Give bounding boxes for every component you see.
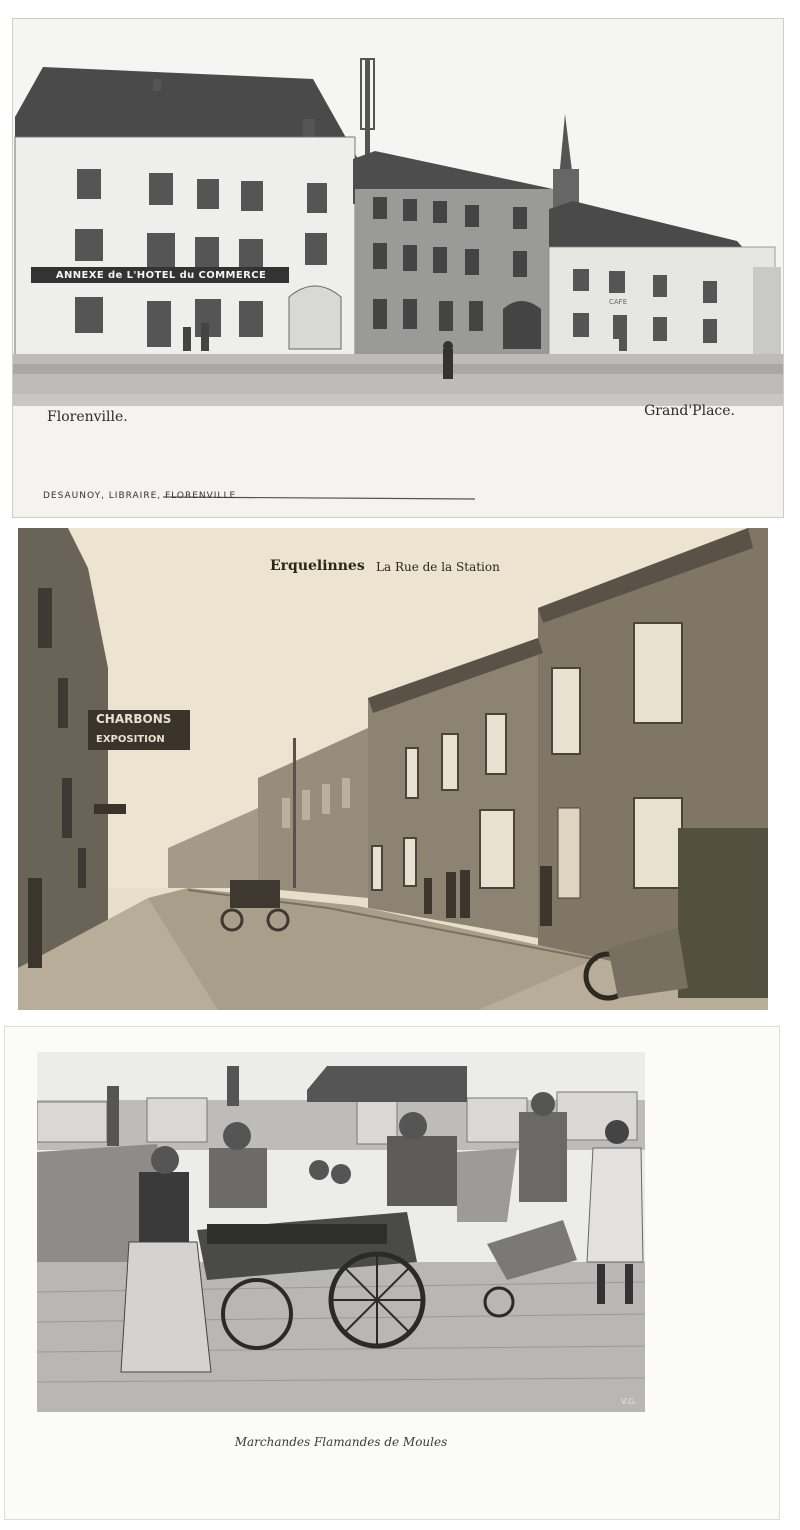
exposition-sign-text: EXPOSITION [96,734,165,745]
caption-title: Marchandes Flamandes de Moules [234,1435,448,1449]
caption-street: La Rue de la Station [376,560,500,574]
caption-town: Florenville. [47,409,128,425]
caption-town: Erquelinnes [270,558,365,574]
charbons-sign-text: CHARBONS [96,712,172,726]
publisher-mark: V.G. [621,1397,637,1406]
caption-place: Grand'Place. [644,403,735,419]
florenville-grand-place-photo [13,19,784,518]
postcard-erquelinnes [18,528,768,1010]
publisher-line: DESAUNOY, LIBRAIRE, FLORENVILLE [43,491,237,501]
cafe-sign-text: CAFE [609,298,628,306]
postcard-marchandes [4,1026,780,1520]
postcard-florenville [12,18,784,518]
erquelinnes-street-photo [18,528,768,1010]
hotel-sign-text: ANNEXE de L'HOTEL du COMMERCE [55,270,267,281]
mussel-sellers-photo [37,1052,645,1412]
